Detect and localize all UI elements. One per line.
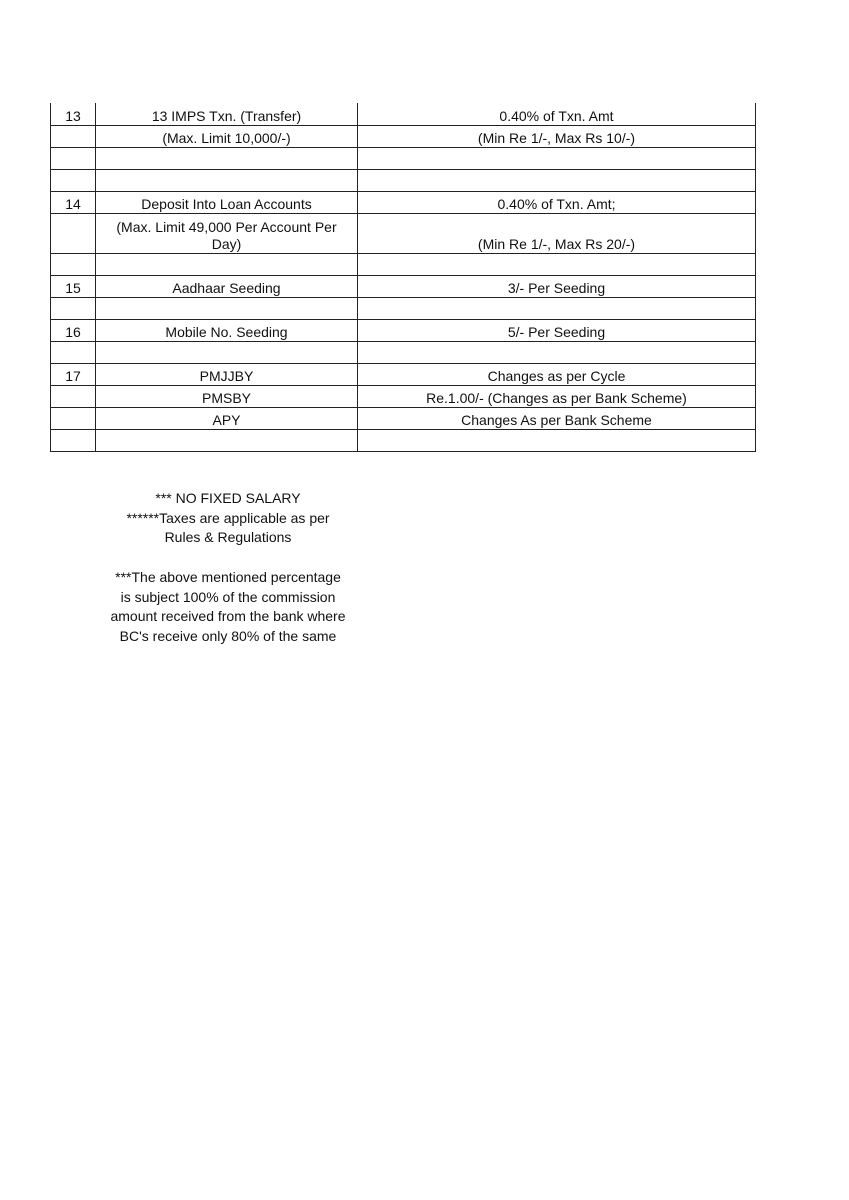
charge-cell (358, 297, 756, 319)
row-number-cell (51, 213, 96, 253)
charge-cell (358, 169, 756, 191)
service-cell (96, 429, 358, 451)
service-cell (96, 297, 358, 319)
taxes-note-line1: ******Taxes are applicable as per (126, 509, 330, 526)
table-row (51, 103, 756, 125)
row-number-cell (51, 147, 96, 169)
row-number-cell: 15 (51, 275, 96, 297)
row-number-cell (51, 429, 96, 451)
charge-cell: 3/- Per Seeding (358, 275, 756, 297)
commission-note-line1: ***The above mentioned percentage (115, 569, 341, 585)
row-number-cell (51, 341, 96, 363)
charge-cell: Re.1.00/- (Changes as per Bank Scheme) (358, 385, 756, 407)
service-cell: 13 IMPS Txn. (Transfer) (96, 103, 358, 125)
service-cell: (Max. Limit 49,000 Per Account Per Day) (96, 213, 358, 253)
table-row (51, 125, 756, 147)
table-row (51, 385, 756, 407)
charge-cell (358, 253, 756, 275)
service-cell: Mobile No. Seeding (96, 319, 358, 341)
charge-cell: 0.40% of Txn. Amt (358, 103, 756, 125)
commission-note-line2: is subject 100% of the commission (120, 588, 336, 605)
row-number-cell: 13 (51, 103, 96, 125)
service-cell (96, 147, 358, 169)
table-row (51, 407, 756, 429)
charge-cell: 5/- Per Seeding (358, 319, 756, 341)
service-cell (96, 253, 358, 275)
charge-cell (358, 429, 756, 451)
table-row (51, 275, 756, 297)
table-row (51, 147, 756, 169)
commission-table (50, 103, 756, 452)
table-row (51, 169, 756, 191)
row-number-cell (51, 125, 96, 147)
table-row (51, 363, 756, 385)
commission-table-body (51, 103, 756, 451)
no-fixed-salary-note: *** NO FIXED SALARY (155, 490, 301, 506)
service-cell: PMSBY (96, 385, 358, 407)
service-cell: (Max. Limit 10,000/-) (96, 125, 358, 147)
service-cell: Deposit Into Loan Accounts (96, 191, 358, 213)
charge-cell: Changes as per Cycle (358, 363, 756, 385)
row-number-cell: 17 (51, 363, 96, 385)
service-cell: PMJJBY (96, 363, 358, 385)
row-number-cell (51, 169, 96, 191)
row-number-cell (51, 407, 96, 429)
table-row (51, 213, 756, 253)
service-cell: APY (96, 407, 358, 429)
row-number-cell (51, 253, 96, 275)
table-row (51, 253, 756, 275)
charge-cell: (Min Re 1/-, Max Rs 20/-) (358, 213, 756, 253)
commission-note-line3: amount received from the bank where (110, 608, 346, 624)
table-row (51, 341, 756, 363)
service-cell: Aadhaar Seeding (96, 275, 358, 297)
table-row (51, 319, 756, 341)
row-number-cell: 14 (51, 191, 96, 213)
row-number-cell (51, 297, 96, 319)
commission-note (96, 568, 360, 646)
table-row (51, 297, 756, 319)
table-row (51, 191, 756, 213)
charge-cell: (Min Re 1/-, Max Rs 10/-) (358, 125, 756, 147)
row-number-cell (51, 385, 96, 407)
charge-cell: 0.40% of Txn. Amt; (358, 191, 756, 213)
commission-note-line4: BC's receive only 80% of the same (119, 627, 337, 644)
taxes-note-line2: Rules & Regulations (164, 529, 292, 545)
charge-cell: Changes As per Bank Scheme (358, 407, 756, 429)
charge-cell (358, 147, 756, 169)
service-cell (96, 169, 358, 191)
service-cell (96, 341, 358, 363)
row-number-cell: 16 (51, 319, 96, 341)
charge-cell (358, 341, 756, 363)
salary-and-tax-notes (96, 489, 360, 548)
table-row (51, 429, 756, 451)
